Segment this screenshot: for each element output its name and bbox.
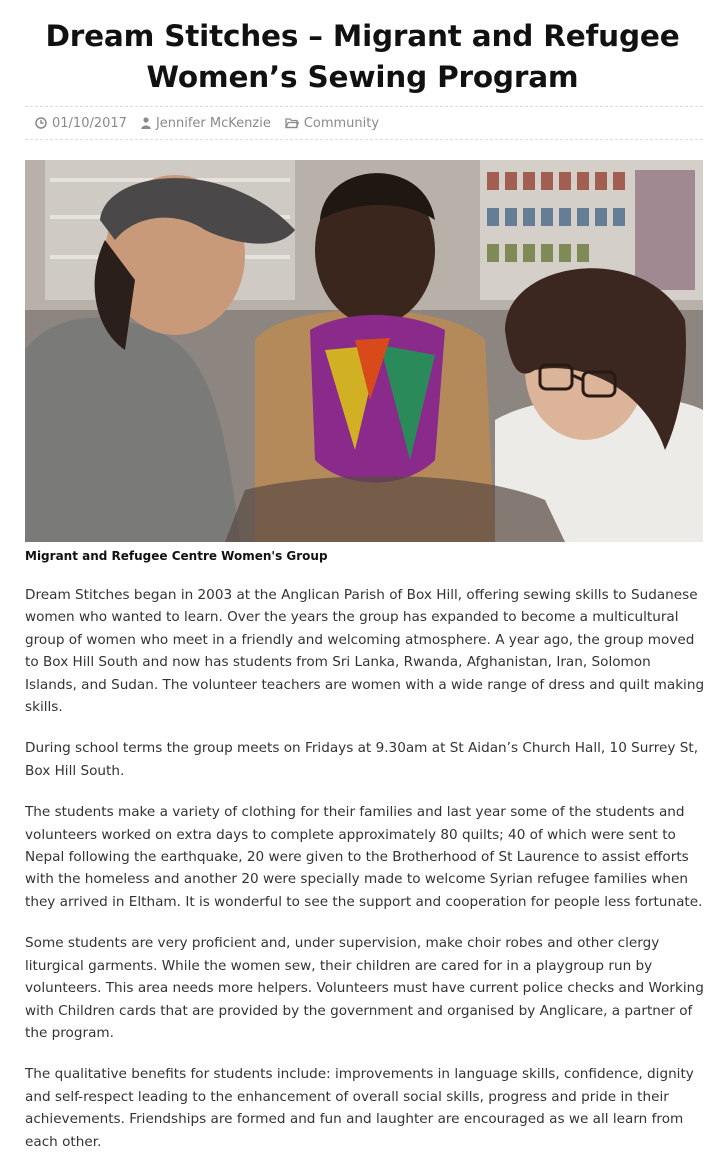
post-category-link[interactable]: Community bbox=[303, 115, 380, 131]
page-title: Dream Stitches – Migrant and Refugee Women’s Sewing Program bbox=[45, 19, 680, 94]
post-author-link[interactable]: Jennifer McKenzie bbox=[155, 115, 271, 131]
post-author[interactable] bbox=[141, 116, 271, 131]
paragraph: The students make a variety of clothing for their families and last year some of the students and volunteers worked on extra days to complete approximately 80 quilts; 40 of which were sent to Nepal following the earthquake, 20 were given to the Brotherhood of St Laurence to assist efforts with the homeless and another 20 were specially made to welcome Syrian refugee families when they arrived in Eltham. It is wonderful to see the support and cooperation for people less fortunate. bbox=[25, 804, 703, 910]
user-icon bbox=[141, 117, 151, 129]
post-category[interactable] bbox=[285, 116, 379, 131]
article-photo bbox=[25, 160, 703, 542]
folder-icon bbox=[285, 117, 299, 129]
image-caption: Migrant and Refugee Centre Women's Group bbox=[25, 549, 328, 563]
paragraph: The qualitative benefits for students include: improvements in language skills, confidence, dignity and self-respect leading to the enhancement of overall social skills, progress and pride in their achievements. Friendships are formed and fun and laughter are encouraged as we all learn from each other. bbox=[25, 1066, 694, 1150]
post-date bbox=[35, 116, 127, 131]
clock-icon bbox=[35, 117, 47, 129]
paragraph: Some students are very proficient and, under supervision, make choir robes and other clergy liturgical garments. While the women sew, their children are cared for in a playgroup run by volunteers. This area needs more helpers. Volunteers must have current police checks and Working with Children cards that are provided by the government and organised by Anglicare, a partner of the program. bbox=[25, 935, 704, 1041]
article-body bbox=[25, 584, 705, 1172]
paragraph: During school terms the group meets on Fridays at 9.30am at St Aidan’s Church Hall, 10 Surrey St, Box Hill South. bbox=[25, 740, 699, 779]
post-date-text: 01/10/2017 bbox=[52, 115, 127, 131]
paragraph: Dream Stitches began in 2003 at the Anglican Parish of Box Hill, offering sewing skills to Sudanese women who wanted to learn. Over the years the group has expanded to become a multicultural group of women who meet in a friendly and welcoming atmosphere. A year ago, the group moved to Box Hill South and now has students from Sri Lanka, Rwanda, Afghanistan, Iran, Solomon Islands, and Sudan. The volunteer teachers are women with a wide range of dress and quilt making skills. bbox=[25, 587, 705, 716]
post-meta bbox=[25, 106, 703, 140]
